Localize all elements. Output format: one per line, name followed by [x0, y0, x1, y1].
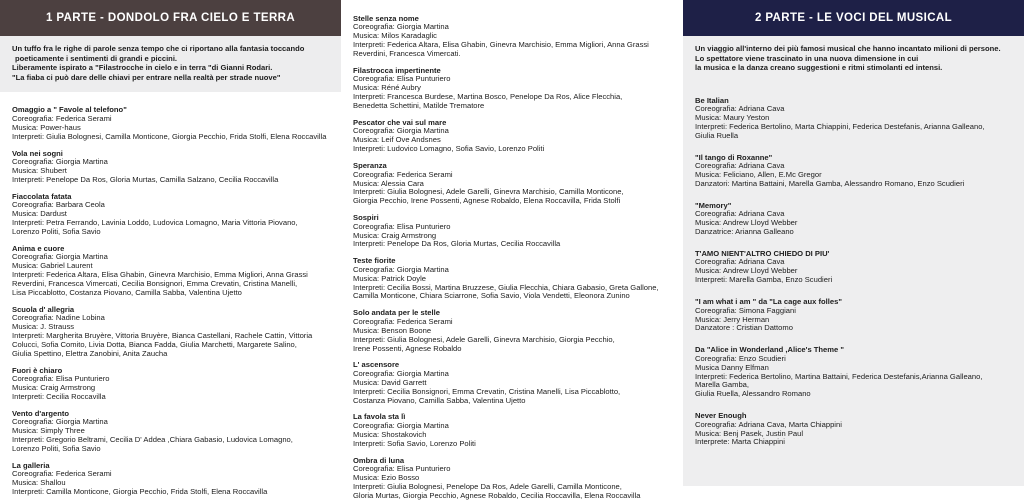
- entry-credit-line: Interpreti: Giulia Bolognesi, Camilla Monticone, Giorgia Pecchio, Frida Stolfi, Elena Roccavilla: [12, 131, 327, 141]
- entry-title: Never Enough: [695, 411, 747, 421]
- entry-credit-line: Interpreti: Federica Altara, Elisa Ghabin, Ginevra Marchisio, Emma Migliori, Anna Grassi: [353, 40, 649, 50]
- entry-credit-line: Musica: Andrew Lloyd Webber: [695, 266, 798, 276]
- entry-credit-line: Reverdini, Francesca Vimercati, Cecilia Bonsignori, Emma Crevatin, Cristina Manelli,: [12, 278, 298, 288]
- entry-credit-line: Musica: Dardust: [12, 208, 67, 218]
- entry-credit-line: Musica: Maury Yeston: [695, 113, 770, 123]
- entry-credit-line: Lisa Piccablotto, Costanza Piovano, Camilla Sabba, Valentina Ujetto: [12, 287, 242, 297]
- entry-credit-line: Musica: Power-haus: [12, 122, 81, 132]
- entry-credit-line: Musica: Simply Three: [12, 425, 85, 435]
- entry-credit-line: Coreografia: Elisa Punturiero: [353, 74, 451, 84]
- entry-credit-line: Coreografia: Elisa Punturiero: [12, 373, 110, 383]
- entry-title: Filastrocca impertinente: [353, 66, 441, 76]
- entry-title: Fiaccolata fatata: [12, 191, 72, 201]
- program-entry: [695, 249, 1012, 285]
- entry-credit-line: Coreografia: Giorgia Martina: [12, 417, 108, 427]
- intro-line: poeticamente i sentimenti di grandi e piccini.: [15, 53, 178, 63]
- entry-credit-line: Giulia Ruella: [695, 130, 739, 140]
- entry-credit-line: Musica: Craig Armstrong: [12, 382, 96, 392]
- part-2-title: 2 PARTE - LE VOCI DEL MUSICAL: [754, 12, 953, 24]
- program-entry: [353, 161, 671, 206]
- entry-credit-line: Giorgia Pecchio, Irene Possenti, Agnese Robaldo, Elena Roccavilla, Frida Stolfi: [353, 196, 621, 206]
- entry-credit-line: Coreografia: Elisa Punturiero: [353, 463, 451, 473]
- entry-credit-line: Interpreti: Giulia Bolognesi, Penelope Da Ros, Adele Garelli, Camilla Monticone,: [353, 481, 622, 491]
- entry-title: Teste fiorite: [353, 256, 396, 266]
- entry-credit-line: Colucci, Sofia Comito, Livia Dotta, Bianca Fadda, Giulia Marchetti, Margarete Salino,: [12, 339, 297, 349]
- entry-credit-line: Interpreti: Cecilia Bossi, Martina Bruzzese, Giulia Flecchia, Chiara Gabasio, Greta Gallone,: [353, 282, 659, 292]
- entry-title: La galleria: [12, 460, 50, 470]
- entry-title: Vento d'argento: [12, 408, 70, 418]
- intro-line: Un viaggio all'interno dei più famosi musical che hanno incantato milioni di persone.: [695, 44, 1001, 53]
- program-entry: [353, 66, 671, 111]
- entry-title: Sospiri: [353, 213, 379, 223]
- entry-credit-line: Coreografia: Giorgia Martina: [12, 156, 108, 166]
- entry-credit-line: Giulia Ruella, Alessandro Romano: [695, 389, 811, 399]
- program-entry: [353, 256, 671, 301]
- entry-credit-line: Lorenzo Politi, Sofia Savio: [12, 443, 101, 453]
- entry-credit-line: Musica: Shostakovich: [353, 429, 427, 439]
- entry-title: Speranza: [353, 161, 387, 171]
- entry-credit-line: Interpreti: Marella Gamba, Enzo Scudieri: [695, 275, 833, 285]
- entry-title: La favola sta lì: [353, 412, 406, 422]
- entry-credit-line: Musica: Shubert: [12, 165, 67, 175]
- entry-credit-line: Coreografia: Federica Serami: [12, 469, 112, 479]
- entry-title: "Memory": [695, 200, 732, 210]
- part-2-program-list: [683, 83, 1024, 448]
- part-1-title: 1 PARTE - DONDOLO FRA CIELO E TERRA: [45, 12, 296, 24]
- entry-credit-line: Musica: J. Strauss: [12, 321, 75, 331]
- entry-title: "I am what i am " da "La cage aux folles": [695, 297, 842, 307]
- program-entry: [12, 409, 329, 454]
- entry-credit-line: Musica: David Garrett: [353, 377, 427, 387]
- entry-credit-line: Musica: Benson Boone: [353, 325, 432, 335]
- entry-credit-line: Coreografia: Barbara Ceola: [12, 200, 105, 210]
- intro-line: "La fiaba ci può dare delle chiavi per entrare nella realtà per strade nuove": [12, 72, 281, 82]
- intro-line: la musica e la danza creano suggestioni e ritmi stimolanti ed intensi.: [695, 63, 943, 73]
- entry-credit-line: Coreografia: Elisa Punturiero: [353, 221, 451, 231]
- program-entry: [353, 412, 671, 448]
- program-entry: [12, 461, 329, 497]
- entry-credit-line: Coreografia: Adriana Cava: [695, 161, 785, 171]
- entry-credit-line: Interpreti: Cecilia Bonsignori, Emma Crevatin, Cristina Manelli, Lisa Piccablotto,: [353, 386, 621, 396]
- entry-credit-line: Coreografia: Adriana Cava, Marta Chiappini: [695, 419, 842, 429]
- entry-credit-line: Interpreti: Margherita Bruyère, Vittoria Bruyère, Bianca Castellani, Rachele Cattin, Vittoria: [12, 330, 313, 340]
- entry-credit-line: Interpreti: Petra Ferrando, Lavinia Loddo, Ludovica Lomagno, Maria Vittoria Piovano,: [12, 217, 298, 227]
- entry-credit-line: Reverdini, Francesca Vimercati.: [353, 49, 461, 59]
- program-entry: [695, 96, 1012, 141]
- entry-credit-line: Lorenzo Politi, Sofia Savio: [12, 226, 101, 236]
- program-entry: [353, 14, 671, 59]
- entry-credit-line: Musica: Feliciano, Allen, E.Mc Gregor: [695, 170, 822, 180]
- program-entry: [353, 456, 671, 501]
- intro-line: Lo spettatore viene trascinato in una nuova dimensione in cui: [695, 53, 919, 63]
- part-1-program-list: [0, 92, 341, 496]
- entry-credit-line: Interpreti: Federica Bertolino, Martina Battaini, Federica Destefanis,Arianna Galleano,: [695, 371, 983, 381]
- part-1-intro: [0, 36, 341, 92]
- entry-credit-line: Musica: Benj Pasek, Justin Paul: [695, 428, 804, 438]
- part-1-header: [0, 0, 341, 36]
- program-entry: [695, 201, 1012, 237]
- entry-credit-line: Musica: Milos Karadaglic: [353, 31, 437, 41]
- entry-credit-line: Interpreti: Penelope Da Ros, Gloria Murtas, Camilla Salzano, Cecilia Roccavilla: [12, 174, 279, 184]
- entry-credit-line: Coreografia: Giorgia Martina: [12, 252, 108, 262]
- entry-credit-line: Costanza Piovano, Camilla Sabba, Valentina Ujetto: [353, 395, 526, 405]
- part-2-header: [683, 0, 1024, 36]
- entry-credit-line: Musica: Jerry Herman: [695, 314, 770, 324]
- entry-credit-line: Interpreti: Penelope Da Ros, Gloria Murtas, Cecilia Roccavilla: [353, 239, 561, 249]
- entry-title: Pescator che vai sul mare: [353, 118, 447, 128]
- entry-credit-line: Interpreti: Federica Altara, Elisa Ghabin, Ginevra Marchisio, Emma Migliori, Anna Grassi: [12, 269, 308, 279]
- program-entry: [12, 105, 329, 141]
- entry-credit-line: Coreografia: Adriana Cava: [695, 104, 785, 114]
- program-entry: [353, 118, 671, 154]
- entry-credit-line: Coreografia: Nadine Lobina: [12, 313, 105, 322]
- entry-credit-line: Interpreti: Sofia Savio, Lorenzo Politi: [353, 438, 476, 448]
- intro-line: Liberamente ispirato a "Filastrocche in cielo e in terra "di Gianni Rodari.: [12, 63, 273, 73]
- entry-title: "Il tango di Roxanne": [695, 152, 773, 162]
- entry-credit-line: Musica: Gabriel Laurent: [12, 260, 93, 270]
- program-entry: [695, 345, 1012, 399]
- entry-credit-line: Interpreti: Ludovico Lomagno, Sofia Savio, Lorenzo Politi: [353, 144, 545, 154]
- panel-part-1: [0, 0, 341, 496]
- entry-credit-line: Coreografia: Federica Serami: [353, 169, 453, 179]
- entry-title: Ombra di luna: [353, 455, 405, 465]
- entry-title: Fuori è chiaro: [12, 365, 63, 375]
- entry-credit-line: Musica: Réné Aubry: [353, 83, 421, 93]
- entry-credit-line: Camilla Monticone, Chiara Sciarrone, Sofia Savio, Viola Vendetti, Eleonora Zunino: [353, 291, 630, 301]
- entry-title: Anima e cuore: [12, 243, 65, 253]
- entry-credit-line: Musica: Shallou: [12, 478, 66, 487]
- entry-title: Solo andata per le stelle: [353, 308, 440, 318]
- entry-credit-line: Musica: Craig Armstrong: [353, 230, 437, 240]
- entry-title: Da "Alice in Wonderland ,Alice's Theme ": [695, 345, 844, 355]
- program-entry: [353, 213, 671, 249]
- entry-credit-line: Musica: Patrick Doyle: [353, 273, 427, 283]
- entry-title: T'AMO NIENT'ALTRO CHIEDO DI PIU': [695, 249, 830, 259]
- entry-credit-line: Coreografia: Enzo Scudieri: [695, 353, 786, 363]
- program-entry: [12, 149, 329, 185]
- program-entry: [695, 153, 1012, 189]
- entry-credit-line: Danzatrice: Arianna Galleano: [695, 227, 794, 237]
- entry-credit-line: Musica: Andrew Lloyd Webber: [695, 218, 798, 228]
- entry-credit-line: Irene Possenti, Agnese Robaldo: [353, 343, 462, 353]
- entry-credit-line: Interpreti: Francesca Burdese, Martina Bosco, Penelope Da Ros, Alice Flecchia,: [353, 92, 623, 102]
- panel-part-1-continued: [341, 0, 683, 500]
- part-2-intro: [683, 36, 1024, 83]
- entry-credit-line: Coreografia: Giorgia Martina: [353, 420, 449, 430]
- entry-credit-line: Danzatore : Cristian Dattomo: [695, 323, 793, 333]
- entry-credit-line: Musica: Leif Ove Andsnes: [353, 135, 441, 145]
- entry-credit-line: Interpreti: Giulia Bolognesi, Adele Garelli, Ginevra Marchisio, Giorgia Pecchio,: [353, 334, 615, 344]
- entry-credit-line: Interpreti: Giulia Bolognesi, Adele Garelli, Ginevra Marchisio, Camilla Monticone,: [353, 187, 624, 197]
- entry-credit-line: Interpreti: Gregorio Beltrami, Cecilia D' Addea ,Chiara Gabasio, Ludovica Lomagno,: [12, 434, 293, 444]
- entry-credit-line: Musica: Alessia Cara: [353, 178, 424, 188]
- entry-credit-line: Interpreti: Federica Bertolino, Marta Chiappini, Federica Destefanis, Arianna Galleano,: [695, 122, 985, 131]
- entry-title: Omaggio a " Favole al telefono": [12, 105, 127, 115]
- entry-credit-line: Interprete: Marta Chiappini: [695, 437, 785, 447]
- program-entry: [12, 305, 329, 359]
- entry-credit-line: Coreografia: Adriana Cava: [695, 209, 785, 219]
- entry-credit-line: Musica: Ezio Bosso: [353, 472, 420, 482]
- entry-credit-line: Coreografia: Adriana Cava: [695, 257, 785, 267]
- entry-credit-line: Coreografia: Giorgia Martina: [353, 368, 449, 378]
- part-1-continued-program-list: [341, 0, 683, 501]
- entry-credit-line: Coreografia: Simona Faggiani: [695, 305, 796, 315]
- entry-credit-line: Giulia Spettino, Elettra Zanobini, Anita Zaucha: [12, 348, 168, 358]
- program-entry: [12, 366, 329, 402]
- program-entry: [353, 308, 671, 353]
- entry-title: Be Italian: [695, 95, 729, 105]
- entry-credit-line: Musica Danny Elfman: [695, 362, 769, 372]
- program-entry: [695, 411, 1012, 447]
- entry-credit-line: Coreografia: Giorgia Martina: [353, 22, 449, 32]
- entry-title: Vola nei sogni: [12, 148, 63, 158]
- entry-credit-line: Marella Gamba,: [695, 380, 750, 390]
- entry-credit-line: Benedetta Schettini, Matilde Trematore: [353, 101, 485, 111]
- panel-part-2: [683, 0, 1024, 486]
- program-entry: [12, 244, 329, 298]
- entry-credit-line: Coreografia: Federica Serami: [12, 113, 112, 123]
- entry-credit-line: Interpreti: Camilla Monticone, Giorgia Pecchio, Frida Stolfi, Elena Roccavilla: [12, 486, 268, 496]
- entry-title: Scuola d' allegria: [12, 304, 75, 314]
- entry-title: Stelle senza nome: [353, 14, 419, 23]
- entry-credit-line: Interpreti: Cecilia Roccavilla: [12, 391, 106, 401]
- intro-line: Un tuffo fra le righe di parole senza tempo che ci riportano alla fantasia toccando: [12, 44, 305, 53]
- entry-credit-line: Coreografia: Federica Serami: [353, 316, 453, 326]
- entry-title: L' ascensore: [353, 360, 400, 370]
- program-entry: [695, 297, 1012, 333]
- entry-credit-line: Gloria Murtas, Giorgia Pecchio, Agnese Robaldo, Cecilia Roccavilla, Elena Roccavilla: [353, 490, 641, 500]
- program-entry: [12, 192, 329, 237]
- entry-credit-line: Danzatori: Martina Battaini, Marella Gamba, Alessandro Romano, Enzo Scudieri: [695, 179, 965, 189]
- entry-credit-line: Coreografia: Giorgia Martina: [353, 126, 449, 136]
- entry-credit-line: Coreografia: Giorgia Martina: [353, 264, 449, 274]
- program-entry: [353, 360, 671, 405]
